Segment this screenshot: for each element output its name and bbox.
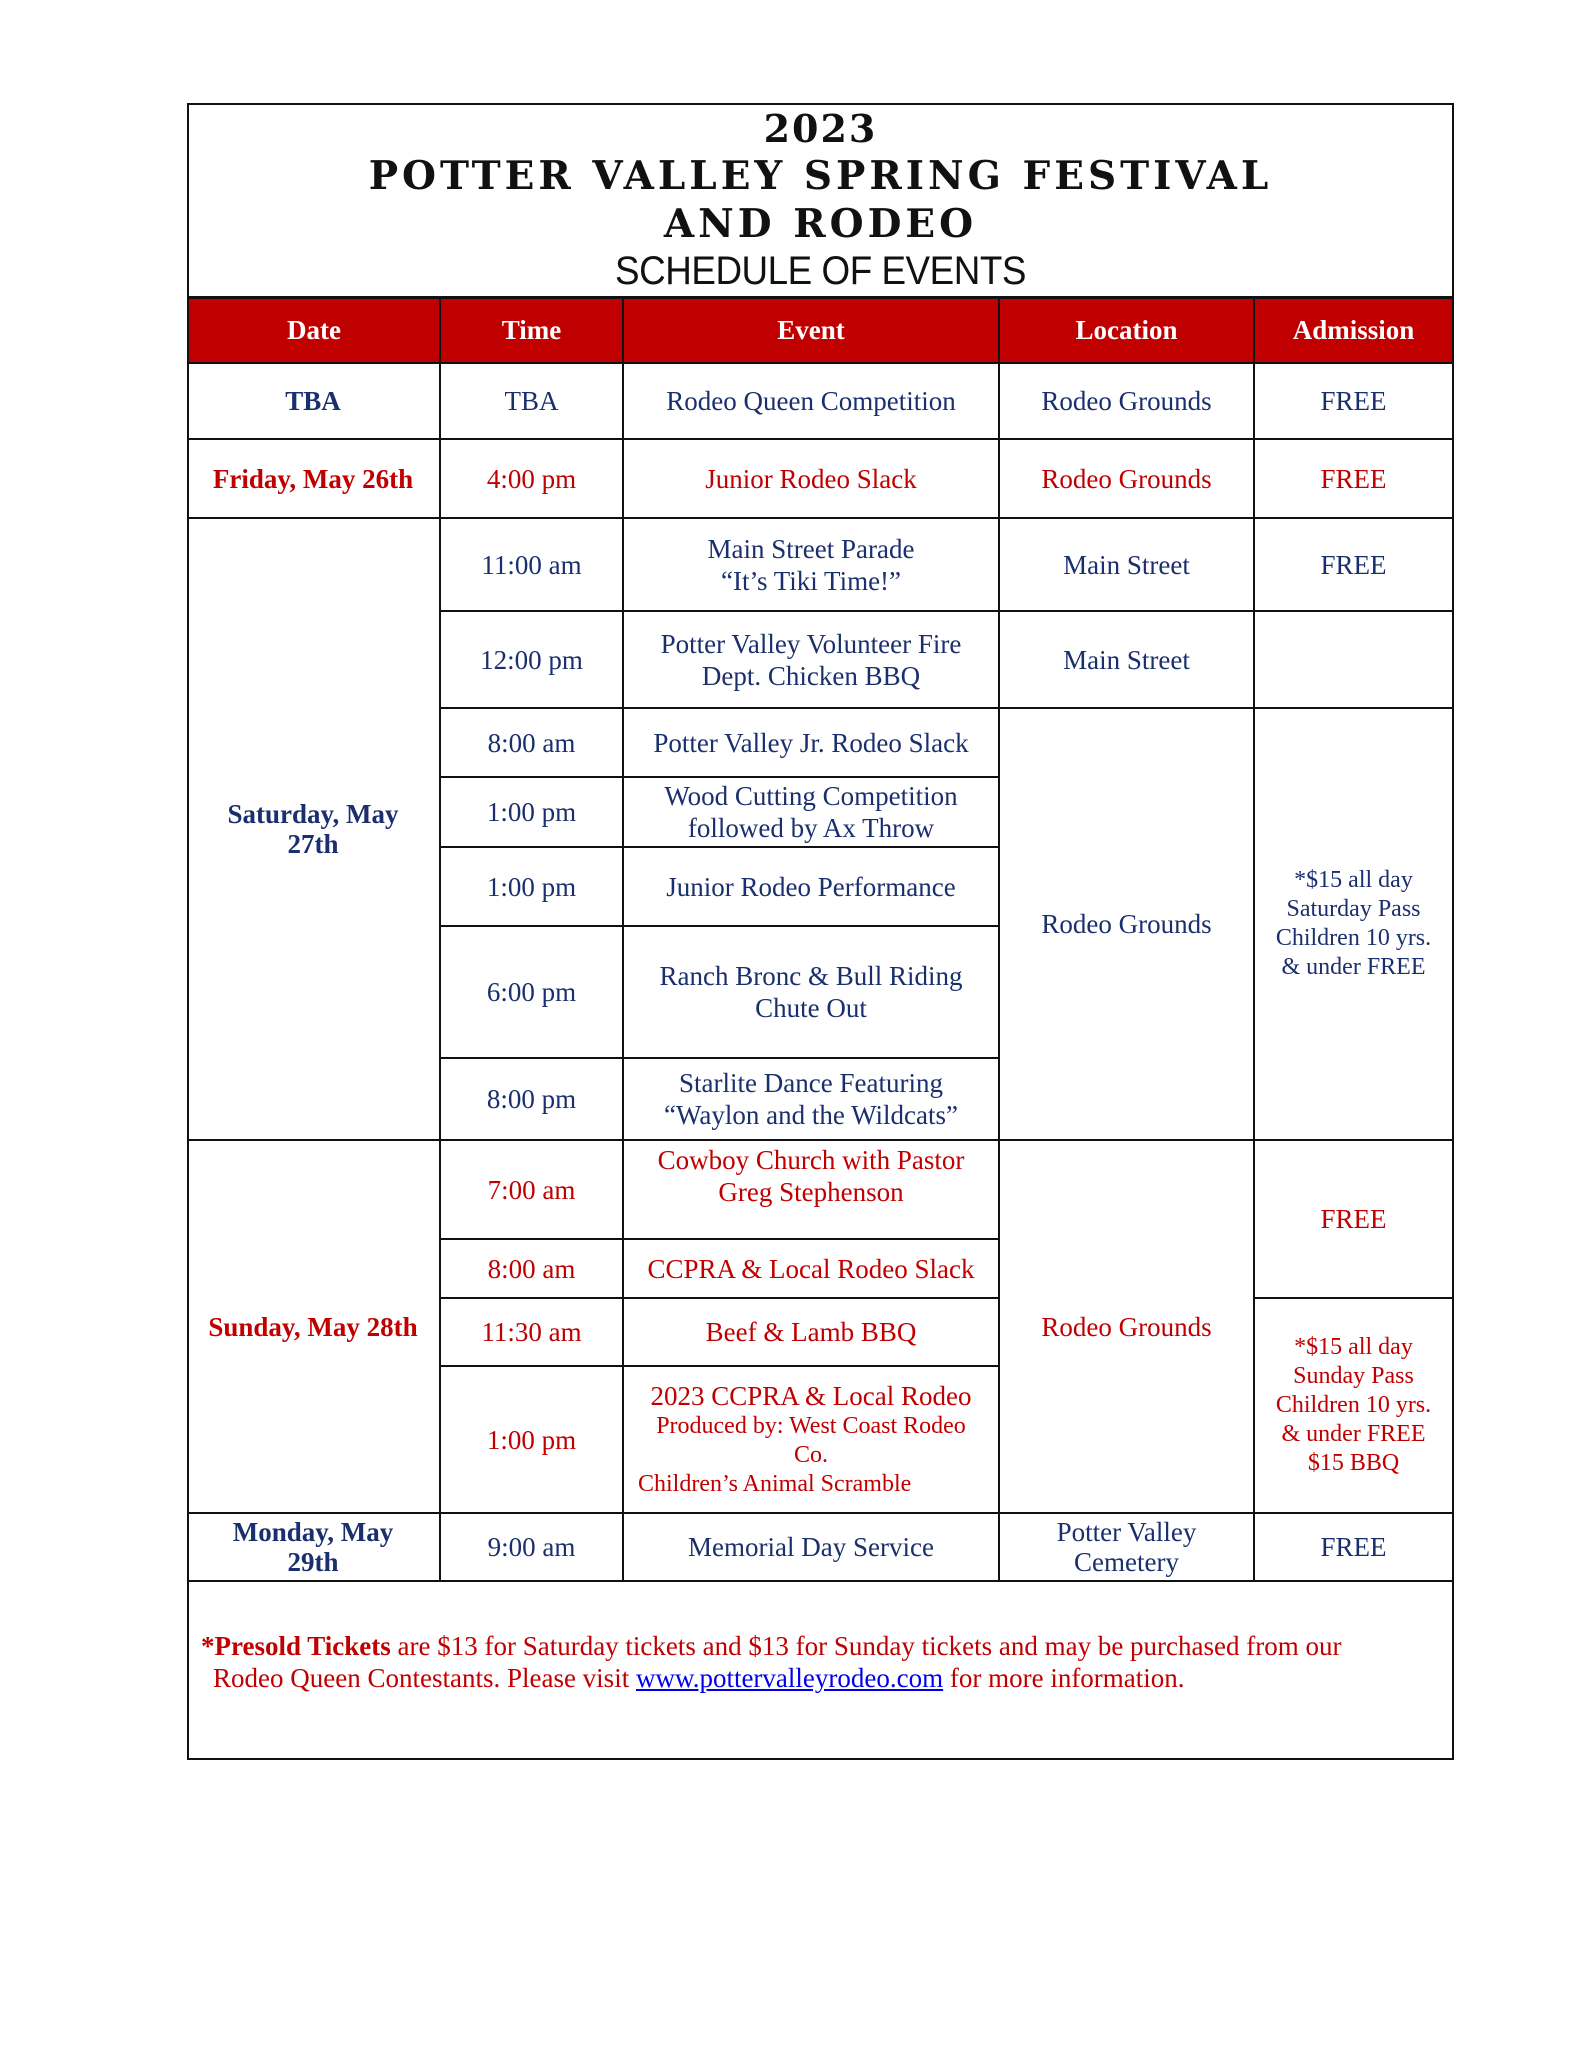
- event-cell: [624, 778, 1000, 848]
- event-cell: [624, 612, 1000, 709]
- admission-cell-sunday-pass: [1255, 1299, 1454, 1514]
- event-text: Potter Valley Volunteer Fire: [660, 628, 962, 659]
- event-cell: [624, 1059, 1000, 1141]
- column-header-date: Date: [187, 297, 441, 364]
- time-cell: [441, 612, 624, 709]
- event-text: Beef & Lamb BBQ: [705, 1317, 917, 1347]
- event-text: Greg Stephenson: [718, 1177, 904, 1207]
- location-cell-merged: [1000, 1141, 1255, 1514]
- event-cell: [624, 1299, 1000, 1367]
- event-text: Chute Out: [755, 993, 867, 1023]
- website-link[interactable]: www.pottervalleyrodeo.com: [635, 1663, 944, 1693]
- event-text: Memorial Day Service: [688, 1532, 934, 1562]
- event-cell: [624, 927, 1000, 1059]
- admission-cell-empty: [1255, 612, 1454, 709]
- footer-text-2: Rodeo Queen Contestants. Please visit: [213, 1663, 636, 1693]
- event-text: Junior Rodeo Slack: [705, 463, 917, 494]
- location-cell: [1000, 519, 1255, 612]
- time-cell: [441, 1367, 624, 1514]
- admission-cell: [1255, 519, 1454, 612]
- location-text: Main Street: [1063, 644, 1190, 675]
- event-text: Main Street Parade: [707, 533, 915, 564]
- time-cell: [441, 364, 624, 440]
- time-text: 11:30 am: [481, 1317, 582, 1347]
- event-text: Potter Valley Jr. Rodeo Slack: [653, 727, 969, 758]
- date-cell-tba: [187, 364, 441, 440]
- title-divider: [187, 296, 1454, 298]
- location-text: Rodeo Grounds: [1041, 909, 1212, 939]
- admission-cell: [1255, 1141, 1454, 1299]
- event-cell: [624, 1141, 1000, 1240]
- admission-text: FREE: [1320, 1532, 1387, 1562]
- admission-text: Sunday Pass: [1293, 1363, 1414, 1389]
- time-text: 1:00 pm: [486, 1424, 577, 1455]
- location-text: Main Street: [1063, 549, 1190, 580]
- admission-text: Children 10 yrs.: [1275, 1392, 1432, 1418]
- event-cell: [624, 1240, 1000, 1299]
- location-cell: [1000, 440, 1255, 519]
- admission-text: & under FREE: [1281, 1421, 1426, 1447]
- location-cell-merged: [1000, 709, 1255, 1141]
- admission-cell: [1255, 364, 1454, 440]
- event-text: CCPRA & Local Rodeo Slack: [647, 1253, 975, 1284]
- time-text: 6:00 pm: [486, 977, 577, 1007]
- date-cell-monday: [187, 1514, 441, 1582]
- time-text: 7:00 am: [487, 1174, 576, 1205]
- time-text: 4:00 pm: [486, 463, 577, 494]
- column-header-location: Location: [1000, 297, 1255, 364]
- location-text: Potter Valley: [1056, 1517, 1197, 1547]
- event-text: Dept. Chicken BBQ: [701, 660, 921, 691]
- event-cell: [624, 709, 1000, 778]
- title-line-1: POTTER VALLEY SPRING FESTIVAL: [368, 153, 1273, 199]
- time-text: 8:00 am: [487, 1253, 576, 1284]
- time-text: 11:00 am: [481, 549, 582, 580]
- event-cell: [624, 848, 1000, 927]
- event-text: “Waylon and the Wildcats”: [664, 1100, 958, 1130]
- time-cell: [441, 1299, 624, 1367]
- footer-text-3: for more information.: [943, 1663, 1185, 1693]
- time-text: 1:00 pm: [486, 797, 577, 827]
- admission-text: Children 10 yrs.: [1275, 925, 1432, 951]
- event-text: Rodeo Queen Competition: [666, 386, 956, 416]
- time-text: 12:00 pm: [480, 644, 583, 675]
- date-text: Friday, May 26th: [212, 463, 414, 494]
- footer-text-1: are $13 for Saturday tickets and $13 for Sunday tickets and may be purchased from our: [390, 1631, 1342, 1661]
- event-cell: [624, 440, 1000, 519]
- time-cell: [441, 1240, 624, 1299]
- admission-text: *$15 all day: [1294, 867, 1413, 893]
- event-cell: [624, 519, 1000, 612]
- time-cell: [441, 709, 624, 778]
- column-header-time: Time: [441, 297, 624, 364]
- location-cell: [1000, 612, 1255, 709]
- admission-text: Saturday Pass: [1286, 896, 1421, 922]
- event-text: followed by Ax Throw: [687, 813, 935, 843]
- time-cell: [441, 1059, 624, 1141]
- location-cell: [1000, 1514, 1255, 1582]
- date-text: Monday, May: [232, 1517, 394, 1547]
- admission-text: FREE: [1320, 1204, 1387, 1234]
- event-text: Starlite Dance Featuring: [679, 1068, 943, 1098]
- event-text: Ranch Bronc & Bull Riding: [659, 961, 963, 991]
- admission-cell-saturday-pass: [1255, 709, 1454, 1141]
- subtitle: SCHEDULE OF EVENTS: [615, 249, 1026, 293]
- title-year: 2023: [763, 106, 878, 151]
- event-cell: [624, 364, 1000, 440]
- event-cell: [624, 1514, 1000, 1582]
- location-text: Rodeo Grounds: [1041, 386, 1212, 416]
- date-text: Sunday, May 28th: [208, 1311, 418, 1342]
- event-text: “It’s Tiki Time!”: [720, 565, 902, 596]
- event-text: Wood Cutting Competition: [664, 781, 958, 811]
- admission-text: & under FREE: [1281, 954, 1426, 980]
- location-text: Rodeo Grounds: [1041, 1311, 1212, 1342]
- event-text: Produced by: West Coast Rodeo: [656, 1413, 966, 1439]
- admission-text: FREE: [1320, 463, 1387, 494]
- date-cell-saturday: [187, 519, 441, 1141]
- time-cell: [441, 1514, 624, 1582]
- event-text: Co.: [793, 1442, 828, 1468]
- date-cell-friday: [187, 440, 441, 519]
- column-header-admission: Admission: [1255, 297, 1454, 364]
- time-text: 9:00 am: [487, 1532, 576, 1562]
- admission-cell: [1255, 1514, 1454, 1582]
- time-text: TBA: [504, 386, 559, 416]
- presold-label: *Presold Tickets: [201, 1631, 391, 1661]
- column-header-event: Event: [624, 297, 1000, 364]
- time-text: 1:00 pm: [486, 871, 577, 902]
- time-text: 8:00 am: [487, 727, 576, 758]
- time-text: 8:00 pm: [486, 1084, 577, 1114]
- table-left-border: [187, 364, 189, 1582]
- time-cell: [441, 927, 624, 1059]
- event-text: Cowboy Church with Pastor: [657, 1145, 965, 1175]
- admission-text: *$15 all day: [1294, 1334, 1413, 1360]
- location-text: Cemetery: [1074, 1547, 1179, 1577]
- time-cell: [441, 519, 624, 612]
- footer-text: [201, 1630, 1441, 1694]
- date-text: 29th: [287, 1547, 339, 1577]
- admission-text: FREE: [1320, 386, 1387, 416]
- date-cell-sunday: [187, 1141, 441, 1514]
- footer-note: [187, 1582, 1454, 1760]
- admission-cell: [1255, 440, 1454, 519]
- title-line-2: AND RODEO: [663, 201, 978, 247]
- location-cell: [1000, 364, 1255, 440]
- time-cell: [441, 848, 624, 927]
- footer-line-2: [201, 1662, 1441, 1694]
- time-cell: [441, 440, 624, 519]
- date-text: 27th: [287, 829, 339, 859]
- admission-text: $15 BBQ: [1307, 1450, 1400, 1476]
- event-text: 2023 CCPRA & Local Rodeo: [650, 1381, 972, 1411]
- event-text: Junior Rodeo Performance: [666, 871, 956, 902]
- event-cell: [624, 1367, 1000, 1514]
- date-text: TBA: [285, 386, 341, 416]
- event-text: Children’s Animal Scramble: [638, 1471, 912, 1497]
- time-cell: [441, 778, 624, 848]
- footer-line-1: [201, 1630, 1441, 1662]
- time-cell: [441, 1141, 624, 1240]
- title-block: [187, 103, 1454, 297]
- location-text: Rodeo Grounds: [1041, 463, 1212, 494]
- admission-text: FREE: [1320, 549, 1387, 580]
- date-text: Saturday, May: [227, 799, 399, 829]
